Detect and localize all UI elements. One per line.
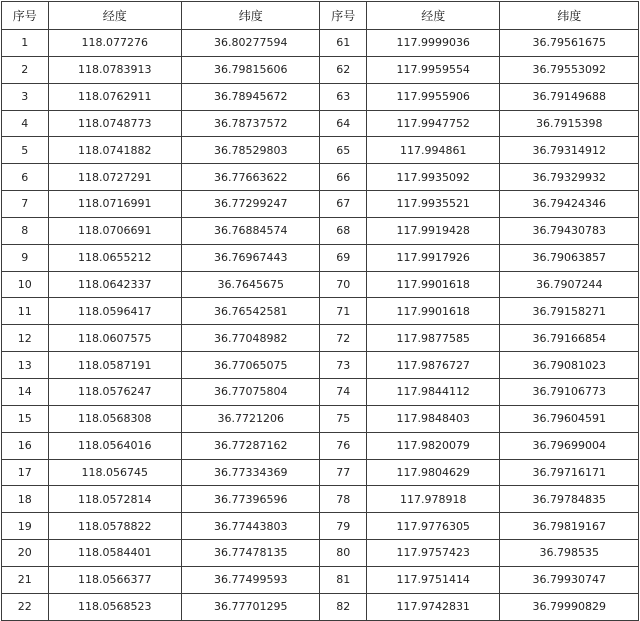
longitude-cell: 118.0568308 bbox=[48, 405, 181, 432]
longitude-cell: 117.9947752 bbox=[366, 110, 499, 137]
latitude-cell: 36.77396596 bbox=[181, 486, 320, 513]
table-row bbox=[2, 56, 639, 83]
coordinate-table bbox=[1, 1, 639, 621]
index-cell: 6 bbox=[2, 164, 49, 191]
longitude-cell: 118.0655212 bbox=[48, 244, 181, 271]
index-cell: 76 bbox=[320, 432, 367, 459]
table-row bbox=[2, 83, 639, 110]
index-cell: 68 bbox=[320, 217, 367, 244]
latitude-cell: 36.79063857 bbox=[500, 244, 639, 271]
latitude-cell: 36.77048982 bbox=[181, 325, 320, 352]
latitude-cell: 36.79716171 bbox=[500, 459, 639, 486]
index-cell: 80 bbox=[320, 540, 367, 567]
longitude-cell: 118.0741882 bbox=[48, 137, 181, 164]
table-header bbox=[2, 2, 639, 30]
index-cell: 66 bbox=[320, 164, 367, 191]
index-cell: 15 bbox=[2, 405, 49, 432]
latitude-cell: 36.79430783 bbox=[500, 217, 639, 244]
longitude-cell: 118.0716991 bbox=[48, 191, 181, 218]
table-row bbox=[2, 325, 639, 352]
latitude-cell: 36.77299247 bbox=[181, 191, 320, 218]
latitude-cell: 36.80277594 bbox=[181, 30, 320, 57]
latitude-cell: 36.79784835 bbox=[500, 486, 639, 513]
table-row bbox=[2, 513, 639, 540]
index-cell: 18 bbox=[2, 486, 49, 513]
longitude-cell: 118.0596417 bbox=[48, 298, 181, 325]
table-row bbox=[2, 137, 639, 164]
index-cell: 65 bbox=[320, 137, 367, 164]
latitude-cell: 36.77663622 bbox=[181, 164, 320, 191]
table-row bbox=[2, 217, 639, 244]
longitude-cell: 118.0578822 bbox=[48, 513, 181, 540]
table-row bbox=[2, 378, 639, 405]
table-row bbox=[2, 30, 639, 57]
index-cell: 79 bbox=[320, 513, 367, 540]
longitude-cell: 117.9848403 bbox=[366, 405, 499, 432]
index-cell: 74 bbox=[320, 378, 367, 405]
index-cell: 82 bbox=[320, 593, 367, 620]
table-row bbox=[2, 244, 639, 271]
longitude-cell: 117.9751414 bbox=[366, 566, 499, 593]
longitude-cell: 118.0566377 bbox=[48, 566, 181, 593]
longitude-cell: 117.9877585 bbox=[366, 325, 499, 352]
index-cell: 7 bbox=[2, 191, 49, 218]
index-cell: 8 bbox=[2, 217, 49, 244]
index-cell: 20 bbox=[2, 540, 49, 567]
longitude-cell: 117.9917926 bbox=[366, 244, 499, 271]
index-cell: 10 bbox=[2, 271, 49, 298]
index-cell: 75 bbox=[320, 405, 367, 432]
longitude-cell: 117.9776305 bbox=[366, 513, 499, 540]
index-cell: 19 bbox=[2, 513, 49, 540]
longitude-cell: 118.0748773 bbox=[48, 110, 181, 137]
longitude-cell: 117.9955906 bbox=[366, 83, 499, 110]
longitude-cell: 117.9804629 bbox=[366, 459, 499, 486]
longitude-cell: 118.0783913 bbox=[48, 56, 181, 83]
longitude-cell: 118.0727291 bbox=[48, 164, 181, 191]
table-row bbox=[2, 352, 639, 379]
index-cell: 71 bbox=[320, 298, 367, 325]
longitude-cell: 117.9999036 bbox=[366, 30, 499, 57]
latitude-cell: 36.77478135 bbox=[181, 540, 320, 567]
latitude-cell: 36.78737572 bbox=[181, 110, 320, 137]
table-row bbox=[2, 191, 639, 218]
longitude-cell: 117.9844112 bbox=[366, 378, 499, 405]
latitude-cell: 36.77701295 bbox=[181, 593, 320, 620]
index-cell: 14 bbox=[2, 378, 49, 405]
table-row bbox=[2, 164, 639, 191]
table-row bbox=[2, 459, 639, 486]
table-row bbox=[2, 486, 639, 513]
latitude-cell: 36.78945672 bbox=[181, 83, 320, 110]
longitude-cell: 118.056745 bbox=[48, 459, 181, 486]
longitude-cell: 117.9742831 bbox=[366, 593, 499, 620]
table-row bbox=[2, 271, 639, 298]
latitude-cell: 36.79819167 bbox=[500, 513, 639, 540]
latitude-cell: 36.79424346 bbox=[500, 191, 639, 218]
longitude-cell: 117.978918 bbox=[366, 486, 499, 513]
latitude-cell: 36.77334369 bbox=[181, 459, 320, 486]
latitude-cell: 36.79329932 bbox=[500, 164, 639, 191]
latitude-cell: 36.76967443 bbox=[181, 244, 320, 271]
latitude-cell: 36.79553092 bbox=[500, 56, 639, 83]
table-row bbox=[2, 110, 639, 137]
latitude-cell: 36.7645675 bbox=[181, 271, 320, 298]
index-cell: 72 bbox=[320, 325, 367, 352]
index-cell: 78 bbox=[320, 486, 367, 513]
latitude-cell: 36.79604591 bbox=[500, 405, 639, 432]
latitude-cell: 36.7721206 bbox=[181, 405, 320, 432]
latitude-cell: 36.79158271 bbox=[500, 298, 639, 325]
index-cell: 16 bbox=[2, 432, 49, 459]
latitude-cell: 36.79990829 bbox=[500, 593, 639, 620]
index-cell: 13 bbox=[2, 352, 49, 379]
latitude-cell: 36.78529803 bbox=[181, 137, 320, 164]
longitude-cell: 117.9935521 bbox=[366, 191, 499, 218]
longitude-cell: 118.0642337 bbox=[48, 271, 181, 298]
index-cell: 63 bbox=[320, 83, 367, 110]
longitude-cell: 117.9919428 bbox=[366, 217, 499, 244]
longitude-cell: 118.0572814 bbox=[48, 486, 181, 513]
index-cell: 4 bbox=[2, 110, 49, 137]
longitude-cell: 117.9876727 bbox=[366, 352, 499, 379]
index-cell: 62 bbox=[320, 56, 367, 83]
header-latitude-left: 纬度 bbox=[181, 2, 320, 30]
index-cell: 5 bbox=[2, 137, 49, 164]
longitude-cell: 117.9820079 bbox=[366, 432, 499, 459]
longitude-cell: 117.9901618 bbox=[366, 298, 499, 325]
index-cell: 11 bbox=[2, 298, 49, 325]
table-body bbox=[2, 30, 639, 621]
latitude-cell: 36.79081023 bbox=[500, 352, 639, 379]
header-row bbox=[2, 2, 639, 30]
longitude-cell: 117.9901618 bbox=[366, 271, 499, 298]
header-index-left: 序号 bbox=[2, 2, 49, 30]
longitude-cell: 117.9757423 bbox=[366, 540, 499, 567]
longitude-cell: 118.0584401 bbox=[48, 540, 181, 567]
index-cell: 70 bbox=[320, 271, 367, 298]
latitude-cell: 36.798535 bbox=[500, 540, 639, 567]
table-row bbox=[2, 540, 639, 567]
table-row bbox=[2, 432, 639, 459]
longitude-cell: 118.0576247 bbox=[48, 378, 181, 405]
longitude-cell: 118.0587191 bbox=[48, 352, 181, 379]
latitude-cell: 36.7915398 bbox=[500, 110, 639, 137]
latitude-cell: 36.79106773 bbox=[500, 378, 639, 405]
index-cell: 9 bbox=[2, 244, 49, 271]
index-cell: 12 bbox=[2, 325, 49, 352]
longitude-cell: 118.0706691 bbox=[48, 217, 181, 244]
longitude-cell: 118.0568523 bbox=[48, 593, 181, 620]
index-cell: 73 bbox=[320, 352, 367, 379]
latitude-cell: 36.79314912 bbox=[500, 137, 639, 164]
index-cell: 21 bbox=[2, 566, 49, 593]
index-cell: 1 bbox=[2, 30, 49, 57]
index-cell: 2 bbox=[2, 56, 49, 83]
index-cell: 81 bbox=[320, 566, 367, 593]
header-index-right: 序号 bbox=[320, 2, 367, 30]
header-longitude-left: 经度 bbox=[48, 2, 181, 30]
latitude-cell: 36.79166854 bbox=[500, 325, 639, 352]
latitude-cell: 36.77075804 bbox=[181, 378, 320, 405]
index-cell: 64 bbox=[320, 110, 367, 137]
header-longitude-right: 经度 bbox=[366, 2, 499, 30]
latitude-cell: 36.77499593 bbox=[181, 566, 320, 593]
latitude-cell: 36.79699004 bbox=[500, 432, 639, 459]
latitude-cell: 36.76884574 bbox=[181, 217, 320, 244]
index-cell: 3 bbox=[2, 83, 49, 110]
index-cell: 67 bbox=[320, 191, 367, 218]
index-cell: 69 bbox=[320, 244, 367, 271]
index-cell: 17 bbox=[2, 459, 49, 486]
latitude-cell: 36.77443803 bbox=[181, 513, 320, 540]
index-cell: 77 bbox=[320, 459, 367, 486]
table-row bbox=[2, 405, 639, 432]
longitude-cell: 118.0564016 bbox=[48, 432, 181, 459]
table-row bbox=[2, 593, 639, 620]
table-row bbox=[2, 566, 639, 593]
latitude-cell: 36.76542581 bbox=[181, 298, 320, 325]
header-latitude-right: 纬度 bbox=[500, 2, 639, 30]
latitude-cell: 36.77287162 bbox=[181, 432, 320, 459]
longitude-cell: 118.0762911 bbox=[48, 83, 181, 110]
latitude-cell: 36.79930747 bbox=[500, 566, 639, 593]
index-cell: 61 bbox=[320, 30, 367, 57]
index-cell: 22 bbox=[2, 593, 49, 620]
latitude-cell: 36.7907244 bbox=[500, 271, 639, 298]
latitude-cell: 36.79561675 bbox=[500, 30, 639, 57]
table-row bbox=[2, 298, 639, 325]
latitude-cell: 36.79149688 bbox=[500, 83, 639, 110]
latitude-cell: 36.79815606 bbox=[181, 56, 320, 83]
longitude-cell: 118.0607575 bbox=[48, 325, 181, 352]
latitude-cell: 36.77065075 bbox=[181, 352, 320, 379]
longitude-cell: 117.9935092 bbox=[366, 164, 499, 191]
longitude-cell: 117.994861 bbox=[366, 137, 499, 164]
longitude-cell: 118.077276 bbox=[48, 30, 181, 57]
longitude-cell: 117.9959554 bbox=[366, 56, 499, 83]
